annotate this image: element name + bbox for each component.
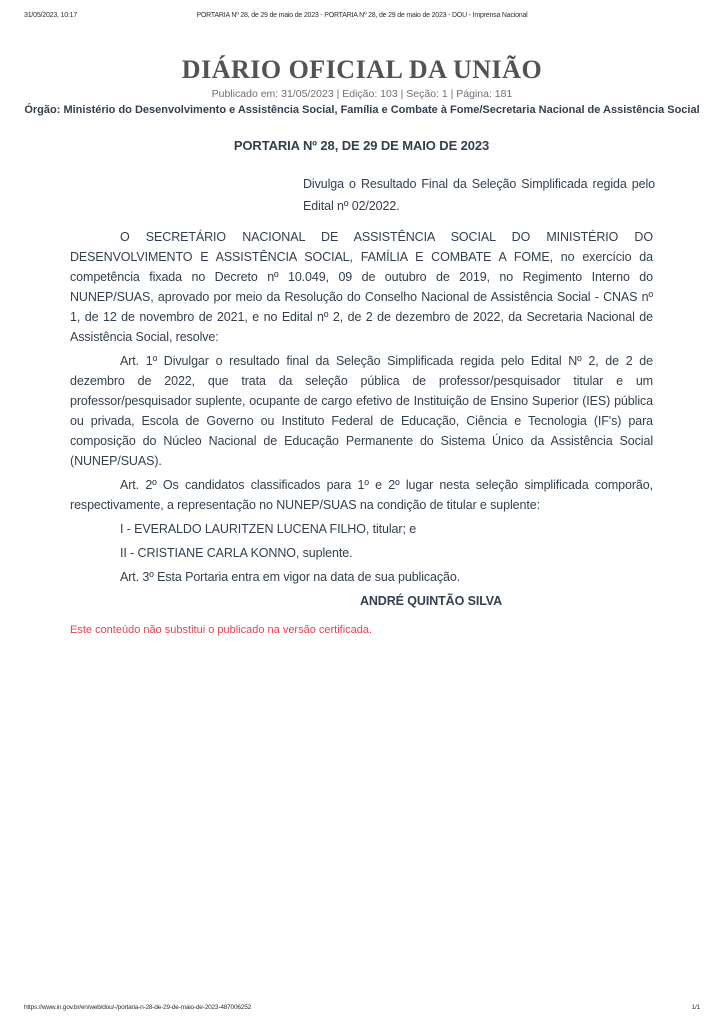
ordinance-paragraph-art1: Art. 1º Divulgar o resultado final da Seleção Simplificada regida pelo Edital Nº 2, de 2 de dezembro de 2022, que trata da seleção pública de professor/pesquisador titular e um professor/pesquisador suplente, ocupante de cargo efetivo de Instituição de Ensino Superior (IES) pública ou privada, Escola de Governo ou Instituto Federal de Educação, Ciência e Tecnologia (IF's) para composição do Núcleo Nacional de Educação Permanente do Sistema Único da Assistência Social (NUNEP/SUAS). xyxy=(70,354,653,468)
publication-info: Publicado em: 31/05/2023 | Edição: 103 | Seção: 1 | Página: 181 xyxy=(211,88,513,100)
ordinance-item-2: II - CRISTIANE CARLA KONNO, suplente. xyxy=(120,546,353,560)
print-source-url: https://www.in.gov.br/en/web/dou/-/portaria-n-28-de-29-de-maio-de-2023-487006252 xyxy=(24,1004,252,1011)
ordinance-paragraph-preamble: O SECRETÁRIO NACIONAL DE ASSISTÊNCIA SOCIAL DO MINISTÉRIO DO DESENVOLVIMENTO E ASSISTÊNCIA SOCIAL, FAMÍLIA E COMBATE A FOME, no exercício da competência fixada no Decreto nº 10.049, 09 de outubro de 2019, no Regimento Interno do NUNEP/SUAS, aprovado por meio da Resolução do Conselho Nacional de Assistência Social - CNAS nº 1, de 12 de novembro de 2021, e no Edital nº 2, de 2 de dezembro de 2022, da Secretaria Nacional de Assistência Social, resolve: xyxy=(70,230,653,344)
print-page-indicator: 1/1 xyxy=(691,1004,700,1011)
print-page-title: PORTARIA Nº 28, de 29 de maio de 2023 - PORTARIA Nº 28, de 29 de maio de 2023 - DOU - Imprensa Nacional xyxy=(196,12,528,19)
print-footer xyxy=(24,1004,700,1011)
ordinance-paragraph-art2: Art. 2º Os candidatos classificados para 1º e 2º lugar nesta seleção simplificada comporão, respectivamente, a representação no NUNEP/SUAS na condição de titular e suplente: xyxy=(70,478,653,512)
certified-version-disclaimer: Este conteúdo não substitui o publicado na versão certificada. xyxy=(70,624,373,636)
ordinance-article xyxy=(70,138,653,637)
organ-line: Órgão: Ministério do Desenvolvimento e Assistência Social, Família e Combate à Fome/Secretaria Nacional de Assistência Social xyxy=(24,104,700,116)
ordinance-summary: Divulga o Resultado Final da Seleção Simplificada regida pelo Edital nº 02/2022. xyxy=(303,177,655,213)
ordinance-paragraph-art3: Art. 3º Esta Portaria entra em vigor na data de sua publicação. xyxy=(120,570,461,584)
signature: ANDRÉ QUINTÃO SILVA xyxy=(359,594,503,608)
ordinance-item-1: I - EVERALDO LAURITZEN LUCENA FILHO, titular; e xyxy=(120,522,417,536)
print-header xyxy=(24,12,700,24)
masthead-title: DIÁRIO OFICIAL DA UNIÃO xyxy=(181,55,543,84)
ordinance-title: PORTARIA Nº 28, DE 29 DE MAIO DE 2023 xyxy=(233,138,490,153)
print-datetime: 31/05/2023, 10:17 xyxy=(24,12,78,19)
